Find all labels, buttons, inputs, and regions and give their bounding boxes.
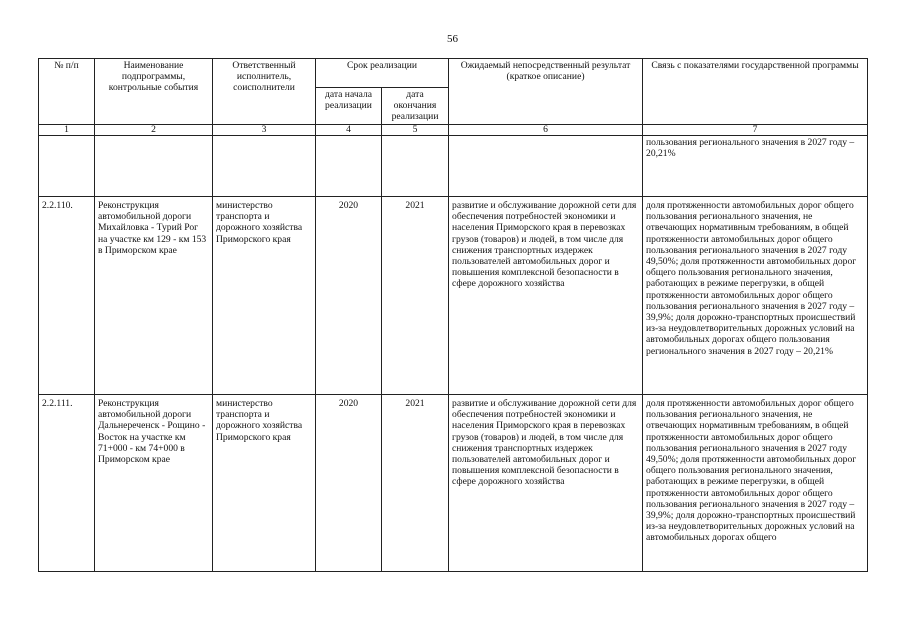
table-cell [316, 136, 382, 197]
column-number: 2 [95, 125, 213, 136]
column-number: 6 [449, 125, 643, 136]
row-result: развитие и обслуживание дорожной сети для обеспечения потребностей экономики и населения Приморского края в перевозках грузов (товаров) и людей, в том числе для снижения транспортных издержек пользователей автомобильных дорог и повышения комплексной безопасности в сфере дорожного хозяйства [449, 395, 643, 572]
row-end: 2021 [382, 197, 449, 395]
row-responsible: министерство транспорта и дорожного хозяйства Приморского края [213, 395, 316, 572]
column-number: 7 [643, 125, 868, 136]
table-cell [39, 136, 95, 197]
header-end: дата окончания реализации [382, 88, 449, 125]
table-row [39, 197, 868, 395]
row-num: 2.2.111. [39, 395, 95, 572]
continuation-row [39, 136, 868, 197]
header-link: Связь с показателями государственной программы [643, 59, 868, 125]
table-row [39, 395, 868, 572]
row-start: 2020 [316, 197, 382, 395]
column-number: 1 [39, 125, 95, 136]
column-number-row [39, 125, 868, 136]
column-number: 4 [316, 125, 382, 136]
table-cell [382, 136, 449, 197]
row-num: 2.2.110. [39, 197, 95, 395]
row-result: развитие и обслуживание дорожной сети для обеспечения потребностей экономики и населения Приморского края в перевозках грузов (товаров) и людей, в том числе для снижения транспортных издержек пользователей автомобильных дорог и повышения комплексной безопасности в сфере дорожного хозяйства [449, 197, 643, 395]
table-cell [449, 136, 643, 197]
table-cell [213, 136, 316, 197]
page-number: 56 [447, 33, 458, 45]
row-end: 2021 [382, 395, 449, 572]
program-table [38, 58, 868, 572]
header-name: Наименование подпрограммы, контрольные события [95, 59, 213, 125]
row-link: доля протяженности автомобильных дорог общего пользования регионального значения, не отвечающих нормативным требованиям, в общей протяженности автомобильных дорог общего пользования регионального значения в 2027 году 49,50%; доля протяженности автомобильных дорог общего пользования регионального значения, работающих в режиме перегрузки, в общей протяженности автомобильных дорог общего пользования регионального значения в 2027 году – 39,9%; доля дорожно-транспортных происшествий из-за неудовлетворительных дорожных условий на автомобильных дорогах общего [643, 395, 868, 572]
row-responsible: министерство транспорта и дорожного хозяйства Приморского края [213, 197, 316, 395]
header-row-1 [39, 59, 868, 88]
header-responsible: Ответственный исполнитель, соисполнители [213, 59, 316, 125]
row-link: доля протяженности автомобильных дорог общего пользования регионального значения, не отвечающих нормативным требованиям, в общей протяженности автомобильных дорог общего пользования регионального значения в 2027 году 49,50%; доля протяженности автомобильных дорог общего пользования регионального значения, работающих в режиме перегрузки, в общей протяженности автомобильных дорог общего пользования регионального значения в 2027 году – 39,9%; доля дорожно-транспортных происшествий из-за неудовлетворительных дорожных условий на автомобильных дорогах общего пользования регионального значения в 2027 году – 20,21% [643, 197, 868, 395]
header-start: дата начала реализации [316, 88, 382, 125]
header-result: Ожидаемый непосредственный результат (краткое описание) [449, 59, 643, 125]
column-number: 3 [213, 125, 316, 136]
row-name: Реконструкция автомобильной дороги Михайловка - Турий Рог на участке км 129 - км 153 в Приморском крае [95, 197, 213, 395]
table-cell [95, 136, 213, 197]
row-start: 2020 [316, 395, 382, 572]
column-number: 5 [382, 125, 449, 136]
row-name: Реконструкция автомобильной дороги Дальнереченск - Рощино - Восток на участке км 71+000 - км 74+000 в Приморском крае [95, 395, 213, 572]
header-period: Срок реализации [316, 59, 449, 88]
continuation-link: пользования регионального значения в 2027 году – 20,21% [643, 136, 868, 197]
header-num: № п/п [39, 59, 95, 125]
